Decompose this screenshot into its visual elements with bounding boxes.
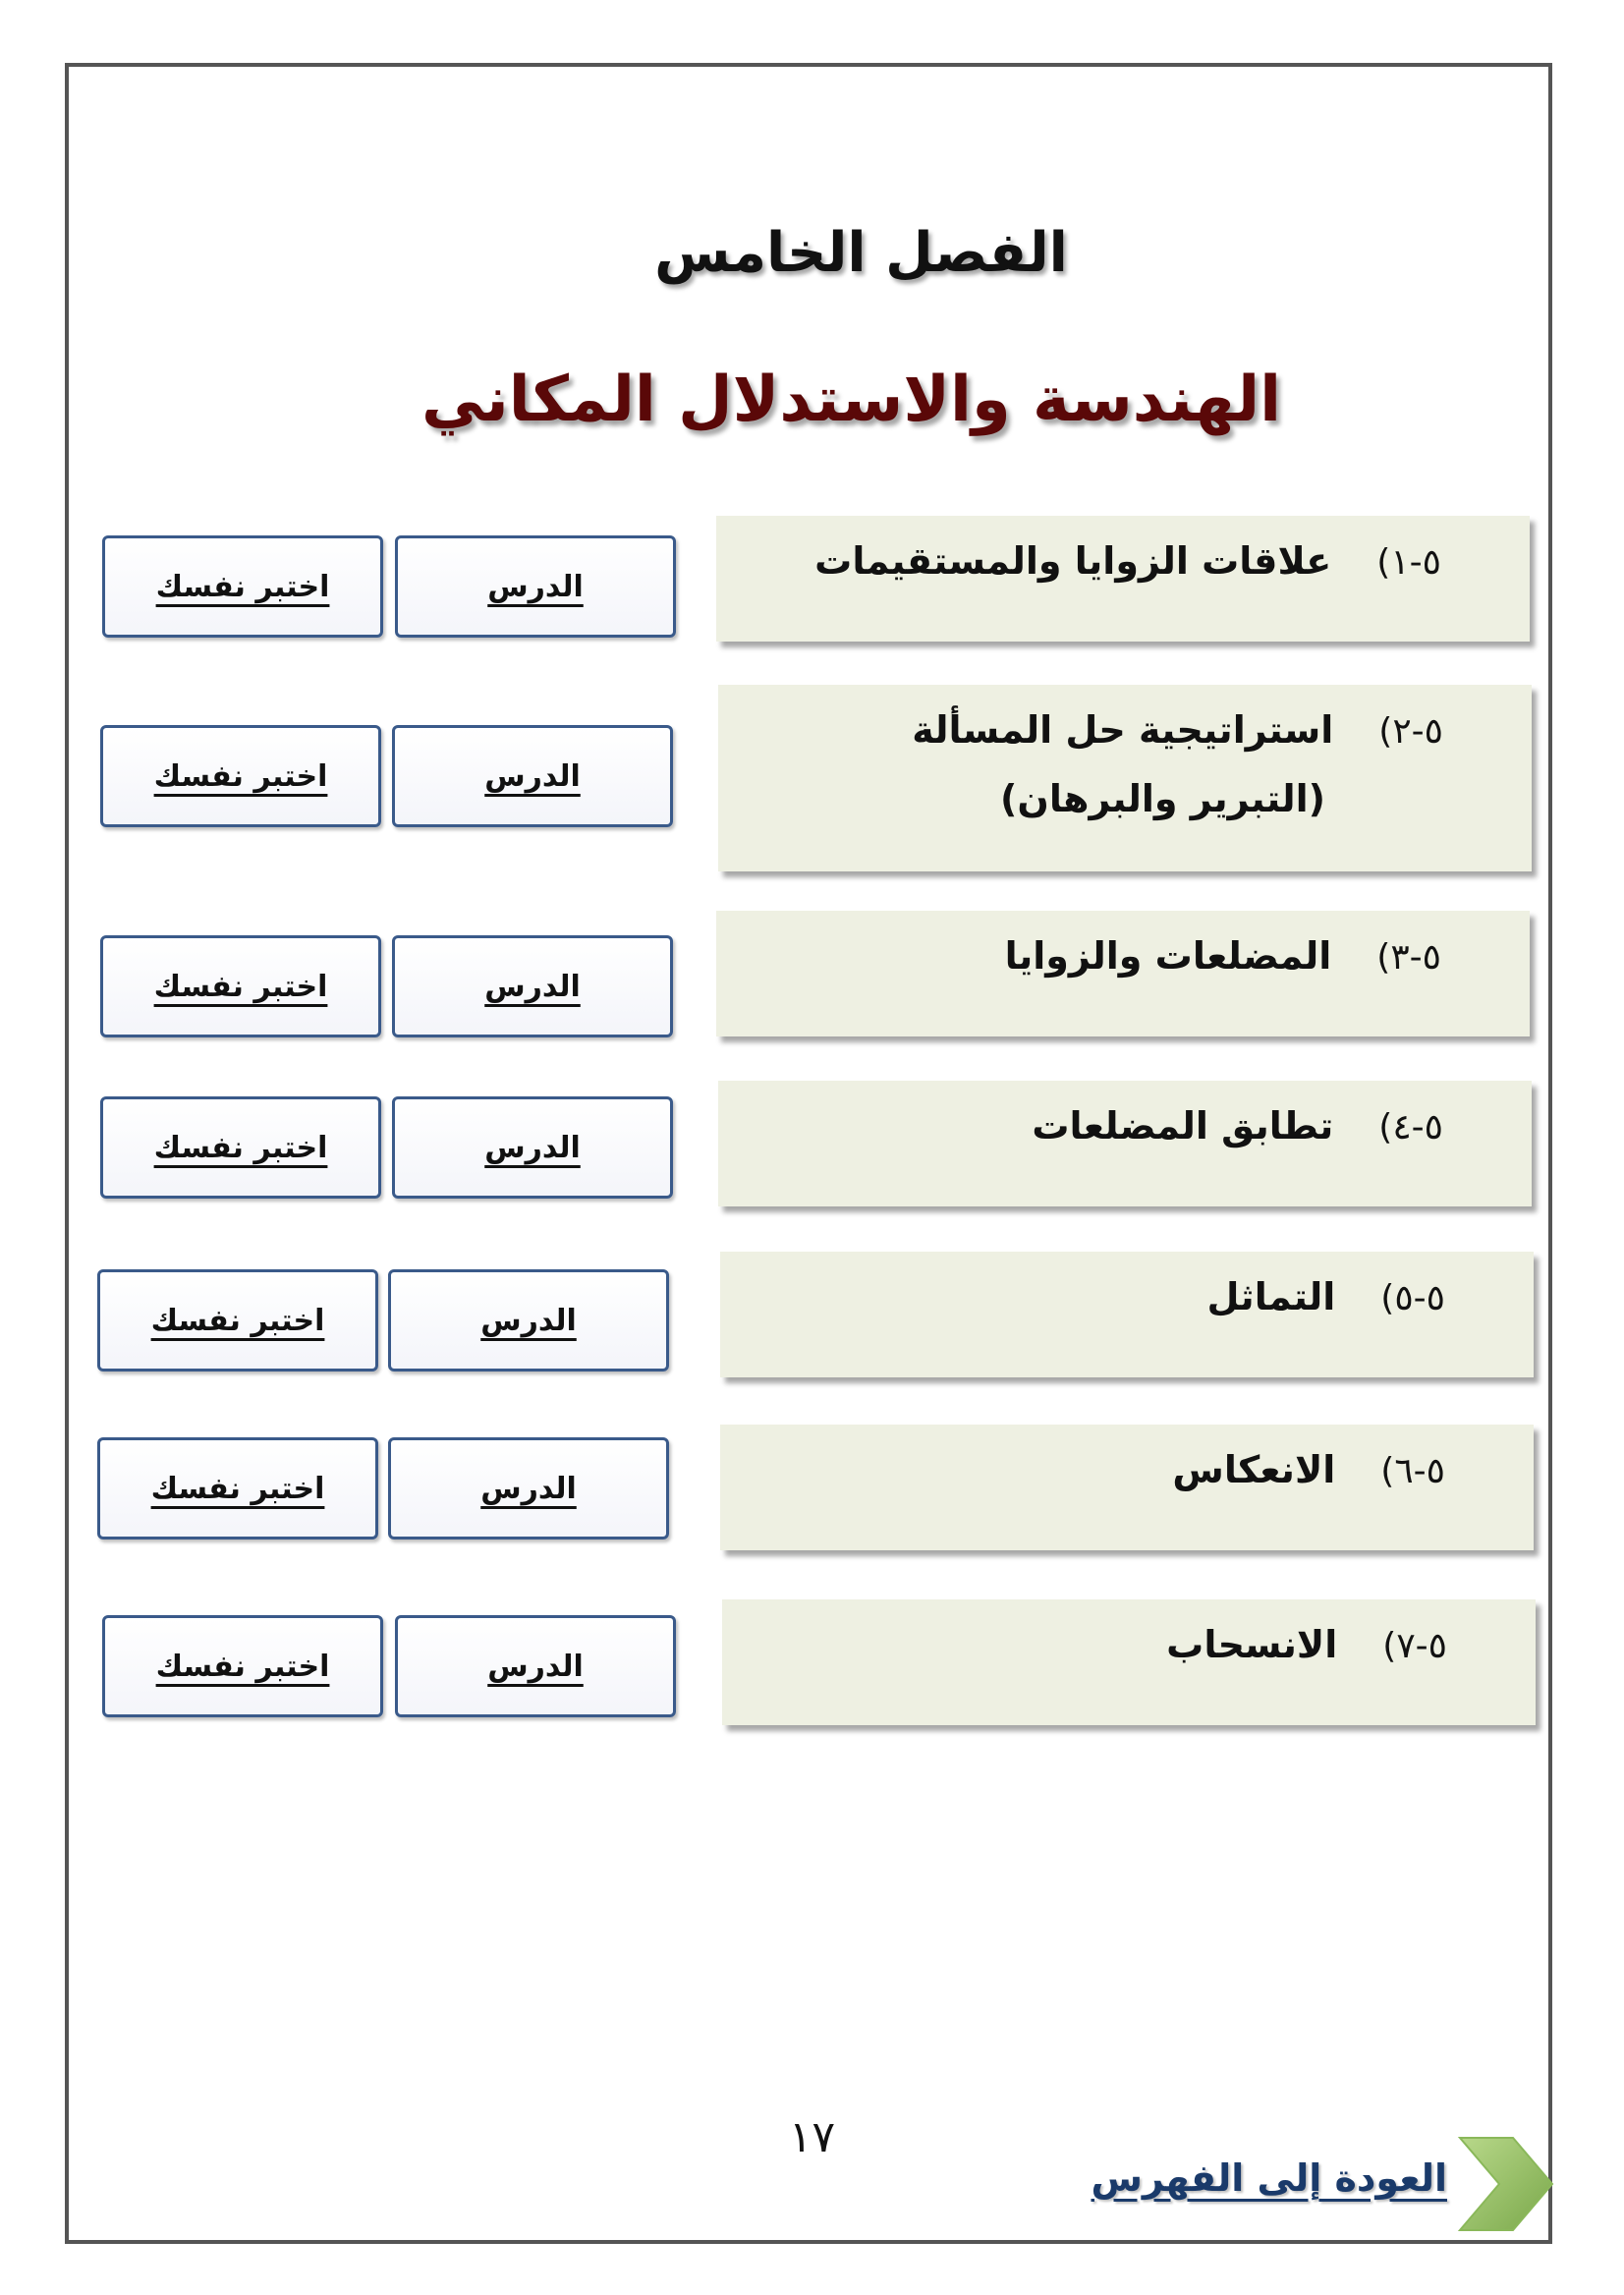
quiz-button[interactable]: اختبر نفسك (100, 725, 381, 827)
quiz-button[interactable]: اختبر نفسك (97, 1437, 378, 1539)
lesson-title-box (718, 1081, 1532, 1206)
lesson-button[interactable]: الدرس (388, 1437, 669, 1539)
lesson-number: ٥-٤) (1378, 1107, 1443, 1148)
lesson-title: المضلعات والزوايا (1004, 934, 1332, 978)
chapter-subtitle: الهندسة والاستدلال المكاني (420, 364, 1282, 436)
lesson-title: الانعكاس (1172, 1448, 1336, 1491)
lesson-number: ٥-٥) (1380, 1278, 1445, 1318)
page-number: ١٧ (788, 2112, 836, 2162)
chevron-right-icon[interactable] (1452, 2130, 1560, 2238)
lesson-number: ٥-٦) (1380, 1451, 1445, 1491)
lesson-title: تطابق المضلعات (1032, 1104, 1334, 1148)
back-to-index-link[interactable]: العودة إلى الفهرس (1091, 2156, 1447, 2200)
lesson-title-box (716, 911, 1530, 1036)
quiz-button[interactable]: اختبر نفسك (100, 1096, 381, 1199)
lesson-title: استراتيجية حل المسألة (912, 708, 1334, 752)
lesson-button[interactable]: الدرس (392, 1096, 673, 1199)
lesson-title-box (718, 685, 1532, 871)
lesson-button[interactable]: الدرس (392, 725, 673, 827)
chapter-title: الفصل الخامس (654, 221, 1068, 285)
lesson-button[interactable]: الدرس (395, 535, 676, 638)
lesson-title: علاقات الزوايا والمستقيمات (814, 539, 1332, 583)
lesson-button[interactable]: الدرس (395, 1615, 676, 1717)
lesson-title: الانسحاب (1166, 1623, 1338, 1666)
lesson-title-box (716, 516, 1530, 642)
quiz-button[interactable]: اختبر نفسك (102, 1615, 383, 1717)
lesson-number: ٥-٣) (1376, 937, 1441, 978)
lesson-number: ٥-١) (1376, 542, 1441, 583)
lesson-title: التماثل (1206, 1275, 1336, 1318)
lesson-title-line2: (التبرير والبرهان) (1000, 777, 1325, 820)
lesson-button[interactable]: الدرس (388, 1269, 669, 1371)
lesson-button[interactable]: الدرس (392, 935, 673, 1037)
lesson-number: ٥-٧) (1382, 1626, 1447, 1666)
lesson-title-box (720, 1425, 1534, 1550)
lesson-title-box (720, 1252, 1534, 1377)
quiz-button[interactable]: اختبر نفسك (97, 1269, 378, 1371)
lesson-number: ٥-٢) (1378, 711, 1443, 752)
quiz-button[interactable]: اختبر نفسك (100, 935, 381, 1037)
quiz-button[interactable]: اختبر نفسك (102, 535, 383, 638)
lesson-title-box (722, 1599, 1536, 1725)
